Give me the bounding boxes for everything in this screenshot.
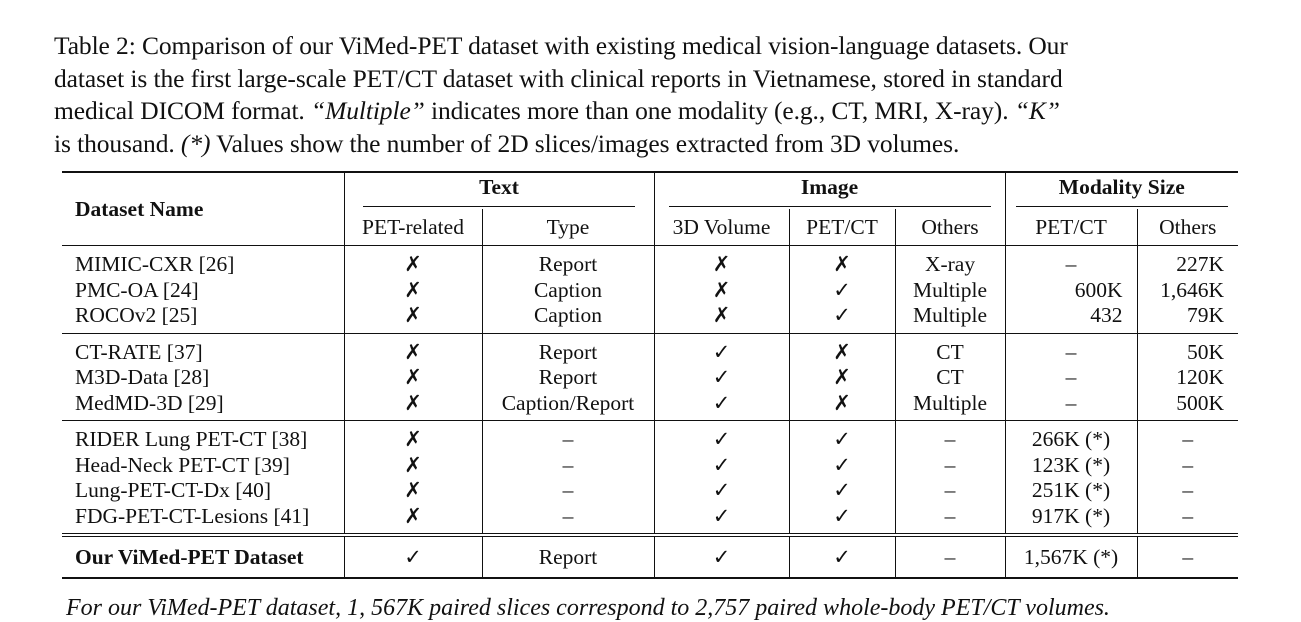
cell-3d-volume: ✗ [654, 278, 789, 304]
cell-others: Multiple [895, 303, 1005, 333]
cell-3d-volume: ✓ [654, 453, 789, 479]
header-3d-volume: 3D Volume [654, 209, 789, 246]
cell-pet-ct: ✗ [789, 391, 895, 421]
header-modality-size-group [1005, 172, 1238, 209]
cell-pet-related: ✗ [344, 504, 482, 536]
header-image: Image [669, 175, 991, 207]
table-row [62, 504, 1238, 536]
cell-others: X-ray [895, 246, 1005, 278]
header-row-groups [62, 172, 1238, 209]
header-dataset-name: Dataset Name [75, 196, 204, 221]
cell-3d-volume: ✗ [654, 303, 789, 333]
cell-others: – [895, 478, 1005, 504]
cell-others: Multiple [895, 278, 1005, 304]
cell-others: – [895, 453, 1005, 479]
cell-pet-ct: ✓ [789, 278, 895, 304]
cell-size-pet-ct: – [1005, 333, 1137, 365]
cell-others: – [895, 535, 1005, 578]
header-size-pet-ct: PET/CT [1005, 209, 1137, 246]
caption-text: is thousand. [54, 128, 181, 158]
cell-size-others: 1,646K [1137, 278, 1238, 304]
cell-dataset-name: CT-RATE [37] [75, 339, 203, 364]
cell-size-others: 120K [1137, 365, 1238, 391]
cell-type: – [482, 504, 654, 536]
cell-dataset-name: RIDER Lung PET-CT [38] [75, 427, 308, 451]
comparison-table-wrap [62, 171, 1238, 579]
cell-type: Caption [482, 278, 654, 304]
cell-size-others: – [1137, 478, 1238, 504]
header-others: Others [895, 209, 1005, 246]
cell-size-pet-ct: 123K (*) [1005, 453, 1137, 479]
cell-dataset-name: Our ViMed-PET Dataset [75, 544, 304, 569]
cell-others: – [895, 504, 1005, 536]
cell-pet-related: ✗ [344, 478, 482, 504]
cell-type: Report [482, 535, 654, 578]
cell-pet-related: ✓ [344, 535, 482, 578]
caption-line-2: dataset is the first large-scale PET/CT dataset with clinical reports in Vietnamese, stored in standard [54, 63, 1063, 93]
cell-size-pet-ct: 432 [1005, 303, 1137, 333]
cell-pet-ct: ✗ [789, 246, 895, 278]
cell-type: Report [482, 333, 654, 365]
table-row [62, 246, 1238, 278]
caption-text: medical DICOM format. [54, 96, 311, 125]
cell-size-others: – [1137, 535, 1238, 578]
cell-dataset-name: ROCOv2 [25] [75, 303, 198, 327]
cell-pet-related: ✗ [344, 421, 482, 453]
cell-dataset-name: FDG-PET-CT-Lesions [41] [75, 503, 310, 528]
cell-size-others: 500K [1137, 391, 1238, 421]
header-modality-size: Modality Size [1016, 175, 1228, 207]
table-row [62, 278, 1238, 304]
cell-pet-ct: ✗ [789, 365, 895, 391]
cell-others: – [895, 421, 1005, 453]
cell-size-pet-ct: – [1005, 246, 1137, 278]
cell-3d-volume: ✓ [654, 478, 789, 504]
cell-size-others: 227K [1137, 246, 1238, 278]
table-row [62, 365, 1238, 391]
caption-line-1: Table 2: Comparison of our ViMed-PET dataset with existing medical vision-language datasets. Our [54, 31, 1068, 60]
table-row [62, 333, 1238, 365]
header-type: Type [482, 209, 654, 246]
cell-dataset-name: PMC-OA [24] [75, 277, 199, 302]
cell-3d-volume: ✓ [654, 504, 789, 536]
header-pet-ct: PET/CT [789, 209, 895, 246]
cell-pet-ct: ✓ [789, 478, 895, 504]
cell-pet-related: ✗ [344, 365, 482, 391]
caption-italic-k: “K” [1014, 96, 1060, 125]
cell-type: Caption/Report [482, 391, 654, 421]
caption-line-4 [54, 128, 1254, 161]
cell-pet-ct: ✓ [789, 453, 895, 479]
cell-type: – [482, 453, 654, 479]
cell-pet-related: ✗ [344, 333, 482, 365]
header-size-others: Others [1137, 209, 1238, 246]
cell-size-others: 50K [1137, 333, 1238, 365]
cell-size-pet-ct: – [1005, 365, 1137, 391]
cell-3d-volume: ✓ [654, 365, 789, 391]
table-row [62, 421, 1238, 453]
cell-pet-related: ✗ [344, 453, 482, 479]
cell-others: CT [895, 333, 1005, 365]
cell-dataset-name: M3D-Data [28] [75, 365, 210, 389]
cell-size-pet-ct: 1,567K (*) [1005, 535, 1137, 578]
table-row [62, 391, 1238, 421]
cell-others: CT [895, 365, 1005, 391]
cell-size-others: – [1137, 504, 1238, 536]
cell-size-pet-ct: 917K (*) [1005, 504, 1137, 536]
comparison-table [62, 171, 1238, 579]
cell-size-others: – [1137, 453, 1238, 479]
cell-dataset-name: Head-Neck PET-CT [39] [75, 452, 290, 477]
cell-3d-volume: ✓ [654, 333, 789, 365]
cell-pet-ct: ✓ [789, 504, 895, 536]
header-text: Text [363, 175, 635, 207]
cell-pet-ct: ✓ [789, 535, 895, 578]
footnote: For our ViMed-PET dataset, 1, 567K paired slices correspond to 2,757 paired whole-body PET/CT volumes. [66, 595, 1110, 621]
caption-text: indicates more than one modality (e.g., CT, MRI, X-ray). [424, 96, 1015, 125]
caption-italic-asterisk: (*) [180, 128, 211, 158]
table-caption [54, 30, 1254, 160]
cell-pet-ct: ✓ [789, 303, 895, 333]
cell-type: Report [482, 246, 654, 278]
header-text-group [344, 172, 654, 209]
table-row [62, 303, 1238, 333]
cell-3d-volume: ✓ [654, 421, 789, 453]
caption-text: Values show the number of 2D slices/images extracted from 3D volumes. [210, 128, 960, 158]
cell-type: Report [482, 365, 654, 391]
cell-pet-ct: ✗ [789, 333, 895, 365]
cell-pet-ct: ✓ [789, 421, 895, 453]
our-dataset-row [62, 535, 1238, 578]
table-row [62, 453, 1238, 479]
cell-dataset-name: Lung-PET-CT-Dx [40] [75, 478, 272, 502]
cell-3d-volume: ✗ [654, 246, 789, 278]
cell-type: – [482, 478, 654, 504]
table-row [62, 478, 1238, 504]
cell-pet-related: ✗ [344, 246, 482, 278]
cell-size-pet-ct: 600K [1005, 278, 1137, 304]
cell-type: – [482, 421, 654, 453]
cell-pet-related: ✗ [344, 303, 482, 333]
cell-size-pet-ct: 266K (*) [1005, 421, 1137, 453]
cell-size-pet-ct: 251K (*) [1005, 478, 1137, 504]
cell-3d-volume: ✓ [654, 535, 789, 578]
cell-3d-volume: ✓ [654, 391, 789, 421]
cell-pet-related: ✗ [344, 278, 482, 304]
cell-size-others: 79K [1137, 303, 1238, 333]
cell-pet-related: ✗ [344, 391, 482, 421]
cell-dataset-name: MIMIC-CXR [26] [75, 252, 235, 276]
caption-italic-multiple: “Multiple” [310, 96, 425, 125]
header-image-group [654, 172, 1005, 209]
cell-dataset-name: MedMD-3D [29] [75, 390, 224, 415]
cell-others: Multiple [895, 391, 1005, 421]
cell-size-others: – [1137, 421, 1238, 453]
cell-size-pet-ct: – [1005, 391, 1137, 421]
caption-line-3 [54, 95, 1254, 128]
header-pet-related: PET-related [344, 209, 482, 246]
cell-type: Caption [482, 303, 654, 333]
